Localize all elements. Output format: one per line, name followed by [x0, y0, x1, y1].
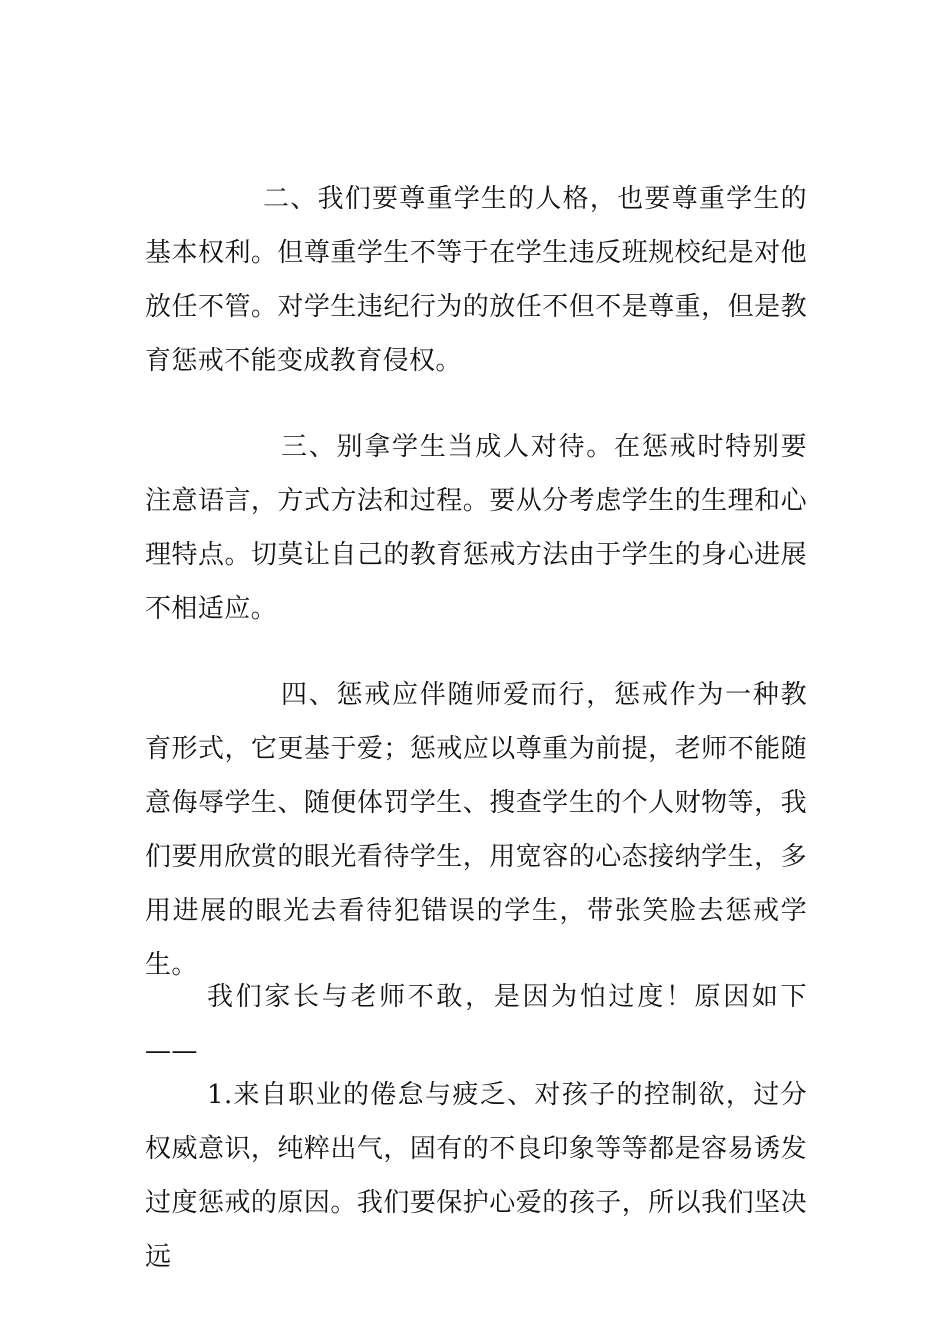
paragraph-fear-of-excess: 我们家长与老师不敢，是因为怕过度！原因如下—— [145, 982, 807, 1066]
paragraph-not-treat-as-adults: 三、别拿学生当成人对待。在惩戒时特别要注意语言，方式方法和过程。要从分考虑学生的生理和心理特点。切莫让自己的教育惩戒方法由于学生的身心进展不相适应。 [145, 432, 807, 624]
paragraph-discipline-with-love: 四、惩戒应伴随师爱而行，惩戒作为一种教育形式，它更基于爱；惩戒应以尊重为前提，老师不能随意侮辱学生、随便体罚学生、搜查学生的个人财物等，我们要用欣赏的眼光看待学生，用宽容的心态接纳学生，多用进展的眼光去看待犯错误的学生，带张笑脸去惩戒学生。 [145, 680, 807, 980]
paragraph-reason-1: 1.来自职业的倦怠与疲乏、对孩子的控制欲，过分权威意识，纯粹出气，固有的不良印象等等都是容易诱发过度惩戒的原因。我们要保护心爱的孩子，所以我们坚决远 [145, 1080, 807, 1272]
paragraph-respect-students: 二、我们要尊重学生的人格，也要尊重学生的基本权利。但尊重学生不等于在学生违反班规校纪是对他放任不管。对学生违纪行为的放任不但不是尊重，但是教育惩戒不能变成教育侵权。 [145, 184, 807, 376]
